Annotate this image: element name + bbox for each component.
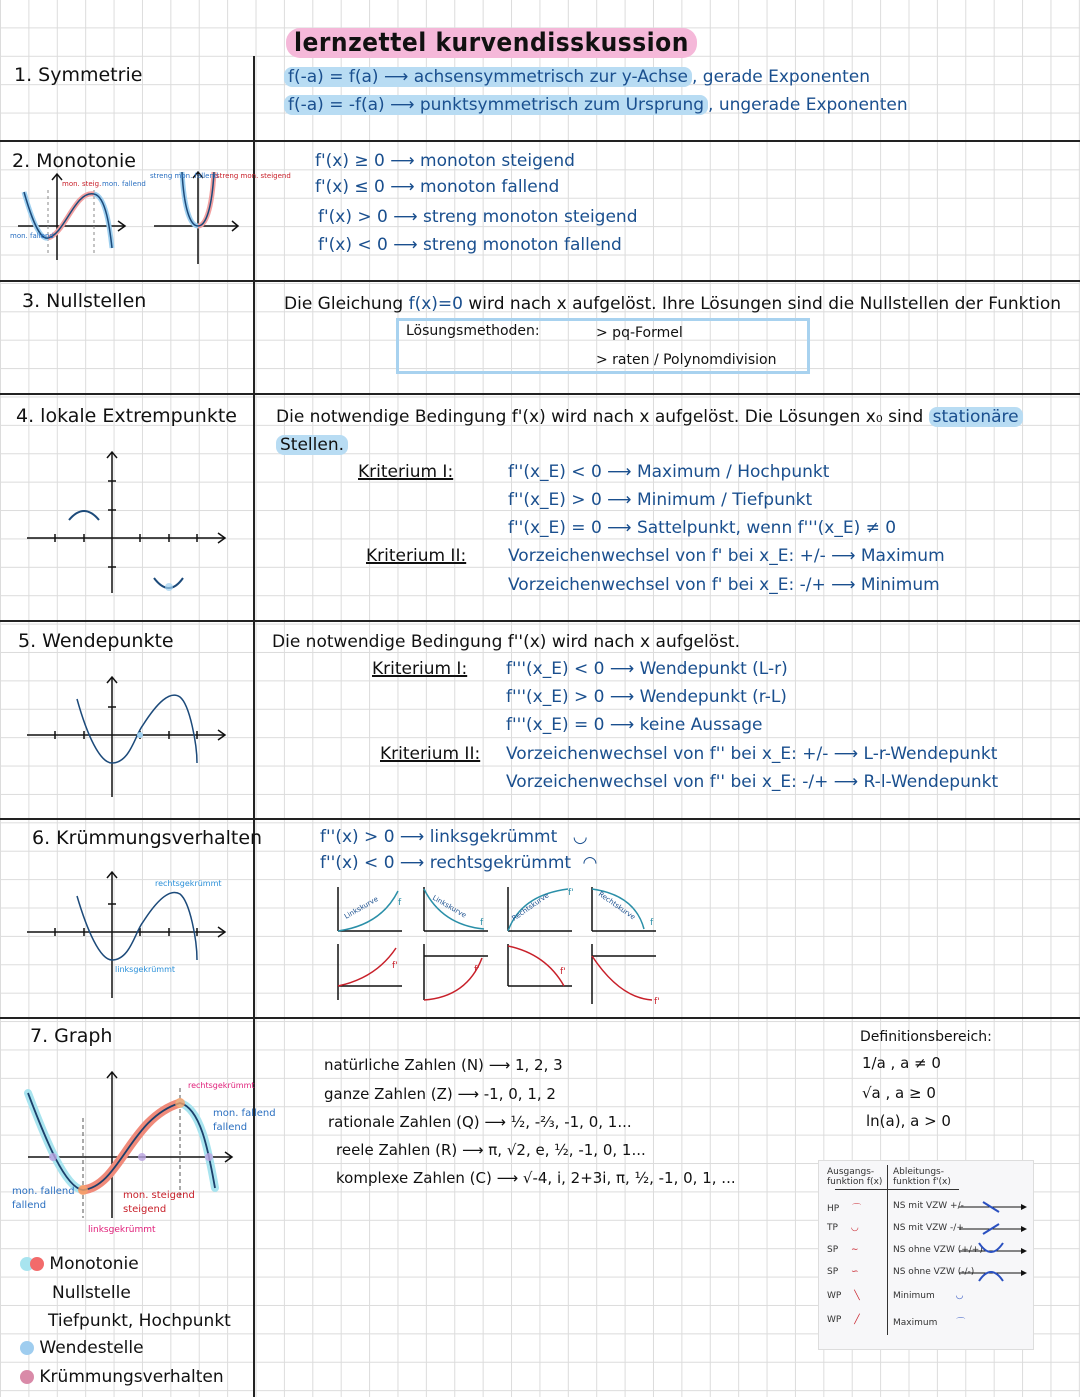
table-row: SP ∽ [827, 1267, 859, 1277]
zahlen-q: rationale Zahlen (Q) ⟶ ½, -⅔, -1, 0, 1... [328, 1113, 632, 1131]
svg-text:Linkskurve: Linkskurve [343, 895, 380, 921]
svg-text:mon. steigend: mon. steigend [123, 1190, 195, 1201]
svg-text:fallend: fallend [12, 1200, 47, 1211]
svg-text:mon. fallend: mon. fallend [213, 1108, 276, 1119]
kruemmung-graph [25, 870, 235, 1000]
svg-text:mon. fallend: mon. fallend [10, 232, 54, 240]
svg-text:f: f [398, 898, 402, 908]
definitionsbereich-item-2: √a , a ≥ 0 [862, 1084, 936, 1102]
wendepunkte-intro: Die notwendige Bedingung f''(x) wird nach x aufgelöst. [272, 632, 740, 652]
svg-text:rechtsgekrümmt: rechtsgekrümmt [155, 879, 222, 888]
svg-text:f: f [480, 918, 484, 928]
kriterium-1-label: Kriterium I: [358, 462, 454, 482]
table-row: SP ∼ [827, 1245, 859, 1255]
legend-extrempunkte: Tiefpunkt, Hochpunkt [48, 1311, 231, 1331]
section-heading-nullstellen: 3. Nullstellen [22, 290, 147, 312]
extrem-k2-rule-1: Vorzeichenwechsel von f' bei x_E: +/- ⟶ Maximum [508, 546, 945, 566]
monotonie-graph-cubic [10, 170, 146, 270]
extrem-k1-rule-1: f''(x_E) < 0 ⟶ Maximum / Hochpunkt [508, 462, 830, 482]
wende-kriterium-2-label: Kriterium II: [380, 744, 481, 764]
monotonie-rule-4: f'(x) < 0 ⟶ streng monoton fallend [318, 235, 622, 255]
symmetry-line-2: f(-a) = -f(a) ⟶ punktsymmetrisch zum Ursprung , ungerade Exponenten [284, 94, 908, 116]
table-row: HP ⌒ [827, 1204, 862, 1214]
legend-dot-icon [20, 1341, 34, 1355]
svg-text:mon. fallend: mon. fallend [102, 180, 146, 188]
divider [0, 280, 1080, 282]
convex-icon: ◡ [572, 827, 588, 847]
extrempunkte-intro-cont: Stellen. [276, 434, 348, 456]
mini-graph-fprime-1 [336, 942, 406, 1002]
table-cell: NS ohne VZW (-/-) [893, 1267, 975, 1277]
section-heading-wendepunkte: 5. Wendepunkte [18, 630, 174, 652]
table-row: TP ◡ [827, 1223, 859, 1233]
divider [0, 140, 1080, 142]
legend-nullstelle: Nullstelle [52, 1283, 131, 1303]
svg-text:mon. fallend: mon. fallend [12, 1186, 75, 1197]
mini-graph-f-rechtskurve-increasing [506, 885, 576, 935]
section-heading-graph: 7. Graph [30, 1025, 113, 1047]
svg-text:linksgekrümmt: linksgekrümmt [88, 1225, 156, 1235]
monotonie-rule-2: f'(x) ≤ 0 ⟶ monoton fallend [315, 177, 560, 197]
table-header-col2: Ableitungs- [893, 1167, 944, 1177]
table-row: WP ╲ [827, 1291, 860, 1301]
section-heading-monotonie: 2. Monotonie [12, 150, 136, 172]
legend-kruemmung: Krümmungsverhalten [20, 1366, 224, 1388]
svg-text:f: f [650, 918, 654, 928]
mini-graph-f-rechtskurve-decreasing [590, 885, 660, 935]
mini-graph-f-linkskurve-increasing [336, 885, 406, 935]
extrempunkte-graph [25, 450, 235, 600]
kriterium-2-label: Kriterium II: [366, 546, 467, 566]
definitionsbereich-item-1: 1/a , a ≠ 0 [862, 1054, 941, 1072]
wende-kriterium-1-label: Kriterium I: [372, 659, 468, 679]
graph-summary [10, 1068, 276, 1238]
zahlen-n: natürliche Zahlen (N) ⟶ 1, 2, 3 [324, 1056, 563, 1074]
svg-text:f': f' [560, 967, 566, 977]
svg-text:streng mon. fallend: streng mon. fallend [150, 172, 219, 180]
wende-k2-rule-1: Vorzeichenwechsel von f'' bei x_E: +/- ⟶ L-r-Wendepunkt [506, 744, 998, 764]
divider [0, 818, 1080, 820]
method-polynomdivision: > raten / Polynomdivision [596, 352, 777, 368]
extrem-k2-rule-2: Vorzeichenwechsel von f' bei x_E: -/+ ⟶ Minimum [508, 575, 940, 595]
section-heading-kruemmung: 6. Krümmungsverhalten [32, 827, 263, 849]
svg-text:Rechtskurve: Rechtskurve [510, 891, 551, 923]
divider [0, 1017, 1080, 1019]
svg-text:f': f' [392, 961, 398, 971]
mini-graph-fprime-2 [422, 942, 492, 1002]
definitionsbereich-heading: Definitionsbereich: [860, 1029, 992, 1045]
wende-k1-rule-2: f'''(x_E) > 0 ⟶ Wendepunkt (r-L) [506, 687, 787, 707]
extrem-k1-rule-3: f''(x_E) = 0 ⟶ Sattelpunkt, wenn f'''(x_E) ≠ 0 [508, 518, 897, 538]
mini-graph-fprime-4 [590, 942, 670, 1008]
svg-text:steigend: steigend [123, 1204, 167, 1215]
table-header-col1: Ausgangs- [827, 1167, 875, 1177]
table-cell: Maximum ⌒ [893, 1318, 966, 1328]
monotonie-rule-1: f'(x) ≥ 0 ⟶ monoton steigend [315, 151, 575, 171]
table-row: WP ╱ [827, 1315, 860, 1325]
mini-graph-fprime-3 [506, 942, 576, 1002]
zahlen-z: ganze Zahlen (Z) ⟶ -1, 0, 1, 2 [324, 1085, 556, 1103]
divider [0, 393, 1080, 395]
concave-icon: ◠ [582, 853, 598, 873]
method-pq: > pq-Formel [596, 325, 683, 341]
nullstellen-text: Die Gleichung f(x)=0 wird nach x aufgelöst. Ihre Lösungen sind die Nullstellen der Funktion [284, 294, 1062, 314]
legend-monotonie: Monotonie [20, 1253, 139, 1275]
monotonie-rule-3: f'(x) > 0 ⟶ streng monoton steigend [318, 207, 638, 227]
legend-dot-icon [20, 1370, 34, 1384]
svg-text:Linkskurve: Linkskurve [431, 893, 468, 920]
table-header-col1-b: funktion f(x) [827, 1177, 883, 1187]
divider [0, 620, 1080, 622]
table-cell: NS mit VZW +/- [893, 1201, 964, 1211]
zahlen-r: reele Zahlen (R) ⟶ π, √2, e, ½, -1, 0, 1... [336, 1141, 646, 1159]
section-heading-extrempunkte: 4. lokale Extrempunkte [16, 405, 237, 427]
svg-text:streng mon. steigend: streng mon. steigend [216, 172, 291, 180]
svg-text:f': f' [474, 965, 480, 975]
table-arrows [959, 1199, 1029, 1289]
legend-wendestelle: Wendestelle [20, 1337, 144, 1359]
extrem-k1-rule-2: f''(x_E) > 0 ⟶ Minimum / Tiefpunkt [508, 490, 813, 510]
mini-graph-f-linkskurve-decreasing [422, 885, 492, 935]
methods-label: Lösungsmethoden: [406, 323, 540, 339]
zahlen-c: komplexe Zahlen (C) ⟶ √-4, i, 2+3i, π, ½, -1, 0, 1, ... [336, 1169, 736, 1187]
symmetry-line-1: f(-a) = f(a) ⟶ achsensymmetrisch zur y-Achse , gerade Exponenten [284, 66, 870, 88]
table-cell: NS ohne VZW (+/+) [893, 1245, 983, 1255]
wende-k1-rule-3: f'''(x_E) = 0 ⟶ keine Aussage [506, 715, 763, 735]
kruemmung-rule-2: f''(x) < 0 ⟶ rechtsgekrümmt ◠ [320, 853, 598, 873]
table-cell: NS mit VZW -/+ [893, 1223, 964, 1233]
definitionsbereich-item-3: ln(a), a > 0 [866, 1112, 951, 1130]
svg-text:rechtsgekrümmt: rechtsgekrümmt [188, 1081, 255, 1090]
wende-k1-rule-1: f'''(x_E) < 0 ⟶ Wendepunkt (L-r) [506, 659, 788, 679]
table-header-col2-b: funktion f'(x) [893, 1177, 951, 1187]
section-heading-symmetrie: 1. Symmetrie [14, 64, 143, 86]
svg-text:f': f' [568, 888, 574, 898]
wendepunkte-graph [25, 675, 235, 805]
page-title: lernzettel kurvendisskussion [286, 28, 697, 58]
svg-text:f': f' [654, 997, 660, 1007]
legend-dot-icon [30, 1257, 44, 1271]
svg-text:linksgekrümmt: linksgekrümmt [115, 965, 176, 974]
svg-text:fallend: fallend [213, 1122, 248, 1133]
monotonie-graph-quartic [150, 168, 291, 268]
extrempunkte-intro: Die notwendige Bedingung f'(x) wird nach x aufgelöst. Die Lösungen x₀ sind stationäre [276, 406, 1023, 428]
wende-k2-rule-2: Vorzeichenwechsel von f'' bei x_E: -/+ ⟶ R-l-Wendepunkt [506, 772, 999, 792]
svg-text:Rechtskurve: Rechtskurve [596, 890, 637, 922]
kruemmung-rule-1: f''(x) > 0 ⟶ linksgekrümmt ◡ [320, 827, 588, 847]
table-cell: Minimum ◡ [893, 1291, 964, 1301]
derivative-table [818, 1160, 1034, 1350]
svg-text:mon. steig.: mon. steig. [62, 180, 102, 188]
